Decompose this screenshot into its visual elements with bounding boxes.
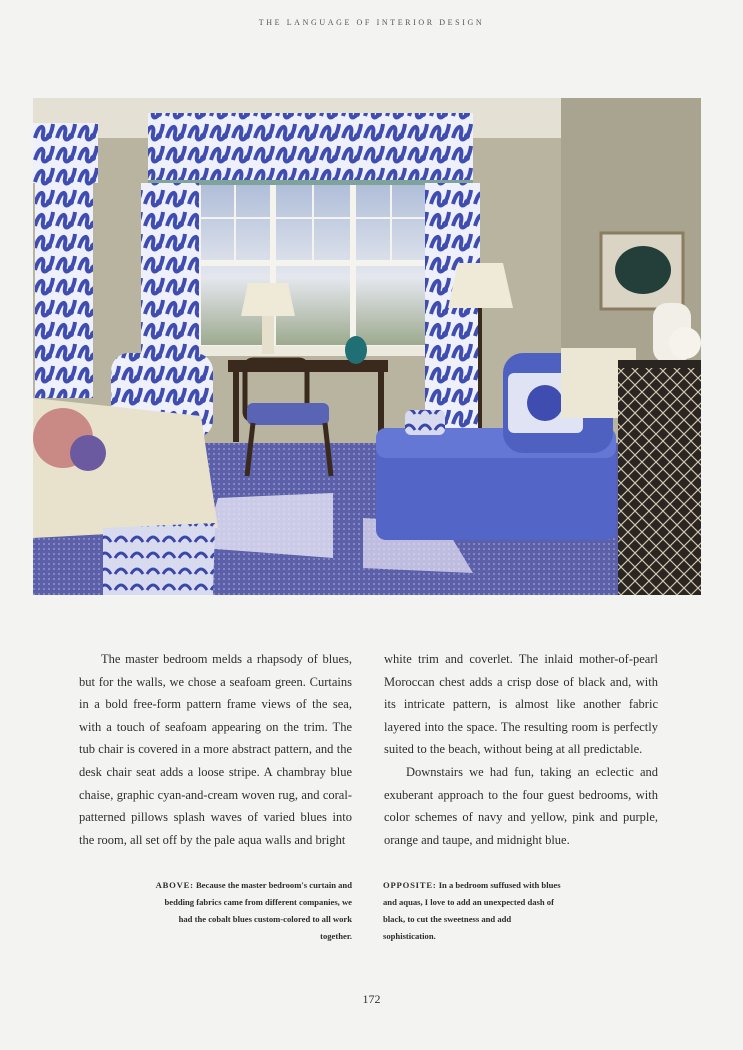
body-paragraph-continuation: white trim and coverlet. The inlaid mother-of-pearl Moroccan chest adds a crisp dose of black and, with its intricate pattern, is almost like another fabric layered into the space. The resulting room is perfectly suited to the beach, without being at all predictable. bbox=[384, 652, 658, 757]
running-head: THE LANGUAGE OF INTERIOR DESIGN bbox=[258, 18, 485, 27]
caption-opposite-lead: OPPOSITE: bbox=[383, 880, 437, 890]
body-column-left bbox=[79, 648, 352, 851]
page-number: 172 bbox=[362, 992, 381, 1006]
caption-above-lead: ABOVE: bbox=[155, 880, 194, 890]
body-paragraph-downstairs: Downstairs we had fun, taking an eclectic and exuberant approach to the four guest bedrooms, with color schemes of navy and yellow, pink and purple, orange and taupe, and midnight blue. bbox=[384, 764, 658, 847]
caption-above-text: Because the master bedroom's curtain and bedding fabrics came from different companies, we had the cobalt blues custom-colored to all work together. bbox=[164, 880, 352, 941]
caption-opposite bbox=[383, 877, 563, 945]
body-paragraph-master-bedroom: The master bedroom melds a rhapsody of blues, but for the walls, we chose a seafoam green. Curtains in a bold free-form pattern frame views of the sea, with a touch of seafoam appearing on the trim. The tub chair is covered in a more abstract pattern, and the desk chair seat adds a loose stripe. A chambray blue chaise, graphic cyan-and-cream woven rug, and coral-patterned pillows splash waves of varied blues into the room, all set off by the pale aqua walls and bright bbox=[79, 652, 352, 847]
caption-above bbox=[150, 877, 352, 945]
body-column-right bbox=[384, 648, 658, 851]
caption-opposite-text: In a bedroom suffused with blues and aquas, I love to add an unexpected dash of black, to cut the sweetness and add sophistication. bbox=[383, 880, 561, 941]
bedroom-photo-illustration bbox=[33, 98, 701, 595]
bedroom-photo bbox=[33, 98, 701, 595]
